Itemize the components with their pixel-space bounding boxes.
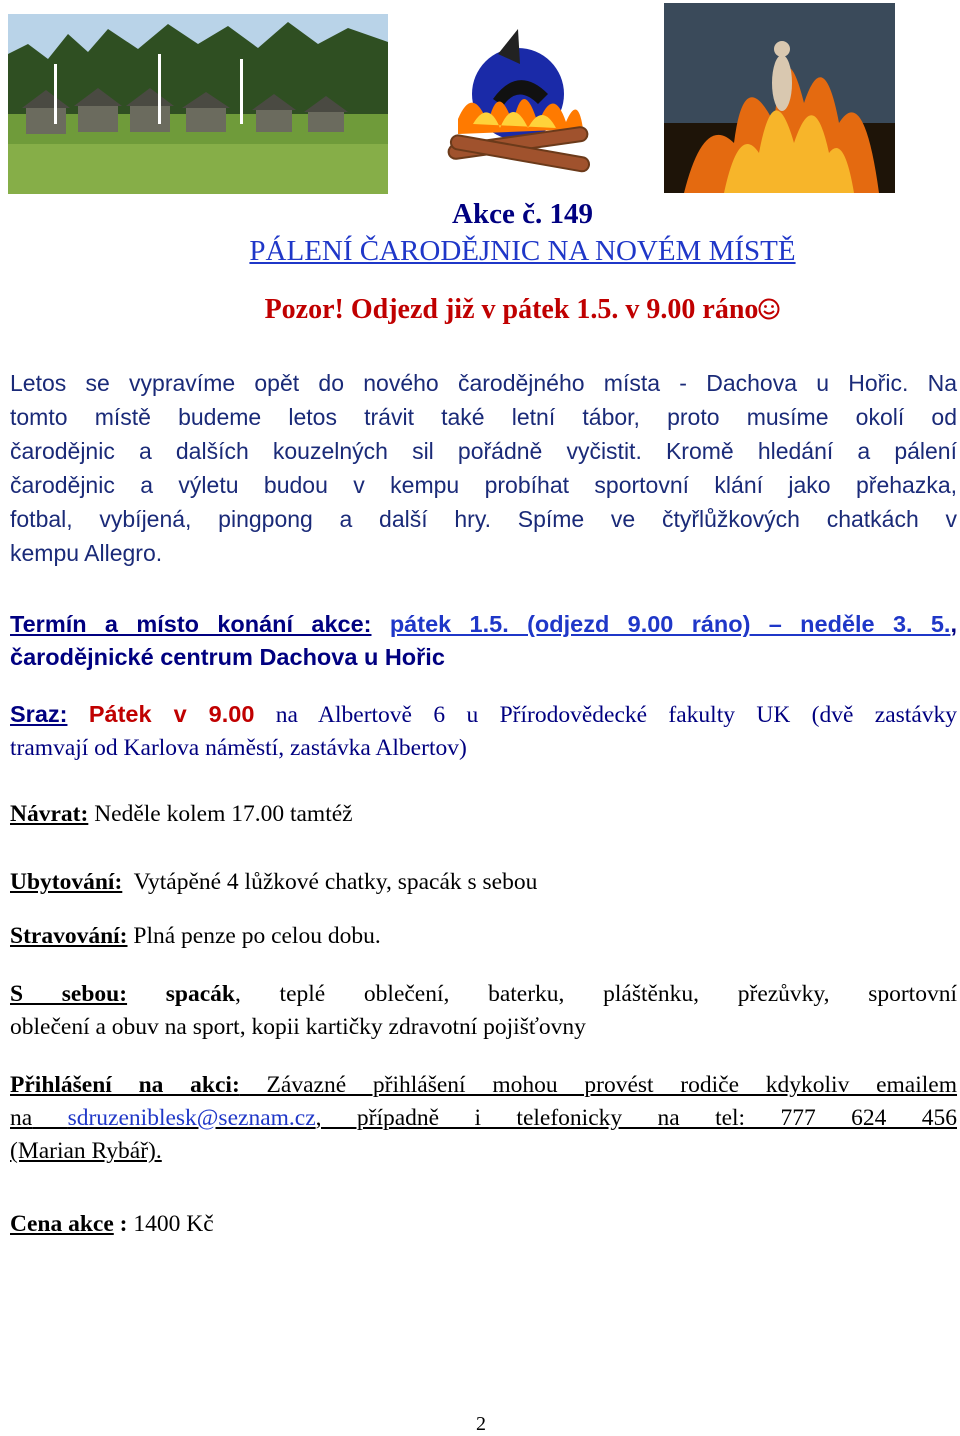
price-separator: : xyxy=(113,1211,134,1237)
page-number: 2 xyxy=(476,1413,486,1435)
meeting-place-cont: tramvají od Karlova náměstí, zastávka Albertov) xyxy=(10,735,467,761)
registration-text: Závazné přihlášení mohou provést rodiče kdykoliv emailem xyxy=(239,1072,958,1098)
smiley-icon xyxy=(758,298,780,320)
registration-info xyxy=(10,1069,957,1168)
witch-fire-clipart xyxy=(438,24,602,174)
comma: , xyxy=(950,611,957,637)
date-and-place xyxy=(10,608,957,674)
registration-label: Přihlášení na akci: xyxy=(10,1072,240,1098)
accommodation-text: Vytápěné 4 lůžkové chatky, spacák s sebou xyxy=(122,869,538,895)
registration-phone: , případně i telefonicky na tel: 777 624 456 xyxy=(315,1105,957,1131)
meeting-label: Sraz: xyxy=(10,701,68,727)
packing-info xyxy=(10,978,957,1044)
return-text: Neděle kolem 17.00 tamtéž xyxy=(88,801,353,827)
accommodation-label: Ubytování: xyxy=(10,869,123,895)
price-label: Cena akce xyxy=(10,1211,114,1237)
meeting-place: na Albertově 6 u Přírodovědecké fakulty UK (dvě zastávky xyxy=(254,702,957,728)
event-number: Akce č. 149 xyxy=(452,198,593,230)
meeting-info xyxy=(10,698,957,765)
camp-photo xyxy=(8,14,388,194)
intro-line: čarodějnic a dalších kouzelných sil pořádně vyčistit. Kromě hledání a pálení xyxy=(10,438,957,464)
meeting-time: Pátek v 9.00 xyxy=(88,701,255,727)
intro-paragraph xyxy=(10,366,957,570)
packing-list: , teplé oblečení, baterku, pláštěnku, přezůvky, sportovní xyxy=(234,981,957,1007)
intro-line: fotbal, vybíjená, pingpong a další hry. Spíme ve čtyřlůžkových chatkách v xyxy=(10,506,957,532)
departure-warning-text: Pozor! Odjezd již v pátek 1.5. v 9.00 ráno xyxy=(264,294,759,325)
intro-line: kempu Allegro. xyxy=(10,540,163,566)
registration-na: na xyxy=(10,1105,33,1131)
registration-email-link[interactable]: sdruzeniblesk@seznam.cz xyxy=(67,1105,316,1131)
departure-warning xyxy=(0,292,960,328)
price-value: 1400 Kč xyxy=(133,1211,214,1237)
event-title: PÁLENÍ ČARODĚJNIC NA NOVÉM MÍSTĚ xyxy=(249,235,796,267)
return-info xyxy=(10,798,957,831)
event-place: čarodějnické centrum Dachova u Hořic xyxy=(10,644,445,670)
intro-line: čarodějnic a výletu budou v kempu probíhat sportovní klání jako přehazka, xyxy=(10,472,957,498)
accommodation-info xyxy=(10,866,957,899)
date-label: Termín a místo konání akce: xyxy=(10,611,372,637)
return-label: Návrat: xyxy=(10,801,89,827)
price-info xyxy=(10,1208,957,1241)
packing-list-cont: oblečení a obuv na sport, kopii kartičky zdravotní pojišťovny xyxy=(10,1014,586,1040)
registration-contact: (Marian Rybář). xyxy=(10,1138,162,1164)
meals-label: Stravování: xyxy=(10,923,128,949)
date-range: pátek 1.5. (odjezd 9.00 ráno) – neděle 3. 5. xyxy=(389,611,951,637)
packing-sleeping-bag: spacák xyxy=(165,981,235,1007)
meals-info xyxy=(10,920,957,953)
intro-line: tomto místě budeme letos trávit také letní tábor, proto musíme okolí od xyxy=(10,404,957,430)
meals-text: Plná penze po celou dobu. xyxy=(127,923,381,949)
bonfire-photo xyxy=(664,3,895,193)
intro-line: Letos se vypravíme opět do nového čarodějného místa - Dachova u Hořic. Na xyxy=(10,370,957,396)
packing-label: S sebou: xyxy=(10,981,128,1007)
